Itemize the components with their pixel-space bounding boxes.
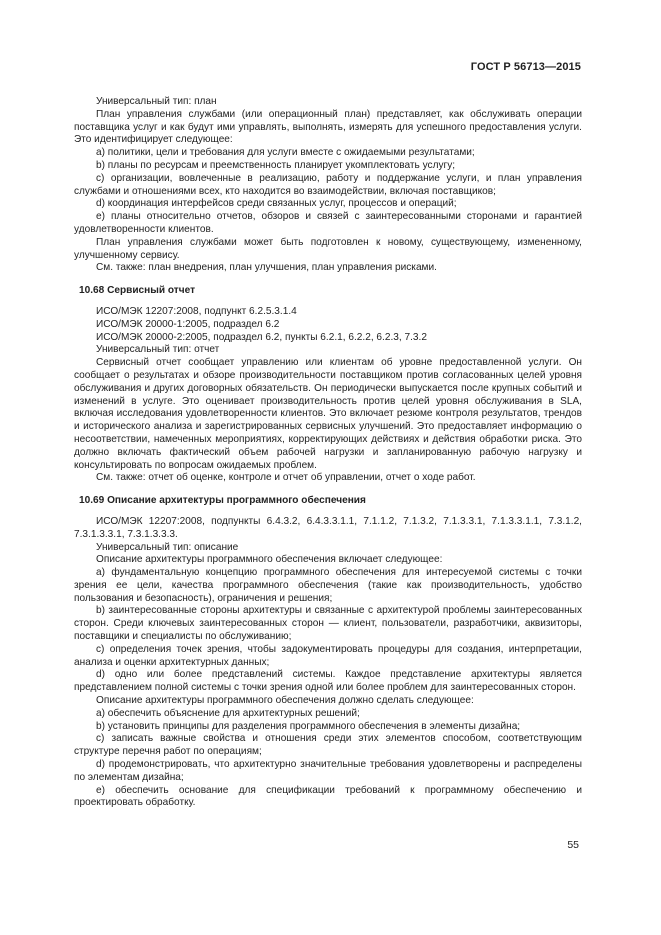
list-item: a) фундаментальную концепцию программного обеспечения для интересуемой системы с точки зрения ее цели, качества программного обеспечения (такие как производительность, удобство пользования и безопасность), ограничения и решения;	[74, 567, 582, 604]
list-item: c) организации, вовлеченные в реализацию, работу и поддержание услуги, и план управления службами и отношениями всех, кто находится во взаимодействии, включая поставщиков;	[74, 172, 582, 197]
paragraph: Сервисный отчет сообщает управлению или клиентам об уровне предоставленной услуги. Он сообщает о результатах и обзоре производительности поставщиком против согласованных целей уровня обслуживания и других договорных обязательств. Он периодически выпускается после крупных событий и изменений в услуге. Это оценивает производительность против целей уровня обслуживания в SLA, включая исследования удовлетворенности клиентов. Это включает резюме контроля результатов, трендов и исторического анализа и зарегистрированных сервисных улучшений. Это предоставляет информацию о несоответствии, намеченных мероприятиях, корректирующих действиях и действия обработки риска. Это должно включать фактический объем рабочей нагрузки и запланированную рабочую нагрузку и консультировать по вопросам ожидаемых проблем.	[74, 357, 582, 471]
section-10-68	[74, 285, 582, 485]
page-content	[74, 96, 582, 810]
list-item: b) установить принципы для разделения программного обеспечения в элементы дизайна;	[96, 720, 521, 732]
paragraph: Универсальный тип: отчет	[96, 344, 220, 356]
paragraph: Описание архитектуры программного обеспечения должно сделать следующее:	[96, 695, 474, 707]
list-item: e) планы относительно отчетов, обзоров и связей с заинтересованными сторонами и гарантией удовлетворенности клиентов.	[74, 211, 582, 235]
paragraph: План управления службами (или операционный план) представляет, как обслуживать операции поставщика услуг и как будут ими управлять, выполнять, измерять для успешного предоставления услуги. Это идентифицирует следующее:	[74, 108, 582, 146]
list-item: d) одно или более представлений системы. Каждое представление архитектуры является представлением полной системы с точки зрения одной или более проблем для заинтересованных сторон.	[74, 669, 582, 694]
paragraph: План управления службами может быть подготовлен к новому, существующему, измененному, улучшенному сервису.	[74, 236, 582, 261]
list-item: a) политики, цели и требования для услуги вместе с ожидаемыми результатами;	[96, 147, 475, 159]
section-heading: 10.69 Описание архитектуры программного обеспечения	[79, 495, 366, 507]
page-number: 55	[567, 839, 579, 851]
see-also: См. также: план внедрения, план улучшения, план управления рисками.	[96, 262, 437, 274]
section-plan	[74, 96, 582, 275]
list-item: a) обеспечить объяснение для архитектурных решений;	[96, 707, 360, 719]
paragraph: Описание архитектуры программного обеспечения включает следующее:	[96, 554, 443, 566]
document-code: ГОСТ Р 56713—2015	[470, 61, 581, 73]
reference: ИСО/МЭК 12207:2008, подпункты 6.4.3.2, 6.4.3.3.1.1, 7.1.1.2, 7.1.3.2, 7.1.3.3.1, 7.1.3.3.1.1, 7.3.1.2, 7.3.1.3.3.1, 7.3.1.3.3.3.	[74, 515, 582, 540]
list-item: d) координация интерфейсов среди связанных услуг, процессов и операций;	[96, 198, 457, 210]
reference: ИСО/МЭК 20000-2:2005, подраздел 6.2, пункты 6.2.1, 6.2.2, 6.2.3, 7.3.2	[96, 331, 427, 343]
paragraph: Универсальный тип: план	[96, 96, 217, 107]
list-item: b) планы по ресурсам и преемственность планирует укомплектовать услугу;	[96, 159, 456, 171]
list-item: e) обеспечить основание для спецификации требований к программному обеспечению и проектировать обработку.	[74, 784, 582, 809]
list-item: c) записать важные свойства и отношения среди этих элементов способом, соответствующим структуре перечня работ по операциям;	[74, 733, 582, 758]
reference: ИСО/МЭК 20000-1:2005, подраздел 6.2	[96, 318, 280, 330]
list-item: c) определения точек зрения, чтобы задокументировать процедуры для создания, интерпретации, анализа и оценки архитектурных данных;	[74, 643, 582, 668]
section-heading: 10.68 Сервисный отчет	[79, 285, 196, 297]
paragraph: Универсальный тип: описание	[96, 541, 239, 553]
see-also: См. также: отчет об оценке, контроле и отчет об управлении, отчет о ходе работ.	[96, 472, 476, 484]
section-10-69	[74, 495, 582, 810]
reference: ИСО/МЭК 12207:2008, подпункт 6.2.5.3.1.4	[96, 305, 297, 317]
list-item: d) продемонстрировать, что архитектурно значительные требования удовлетворены и распределены по элементам дизайна;	[74, 759, 582, 783]
list-item: b) заинтересованные стороны архитектуры и связанные с архитектурой проблемы заинтересованных сторон. Среди ключевых заинтересованных сторон — клиент, пользователи, разработчики, аквизиторы, поставщики и специалисты по обслуживанию;	[74, 605, 582, 643]
